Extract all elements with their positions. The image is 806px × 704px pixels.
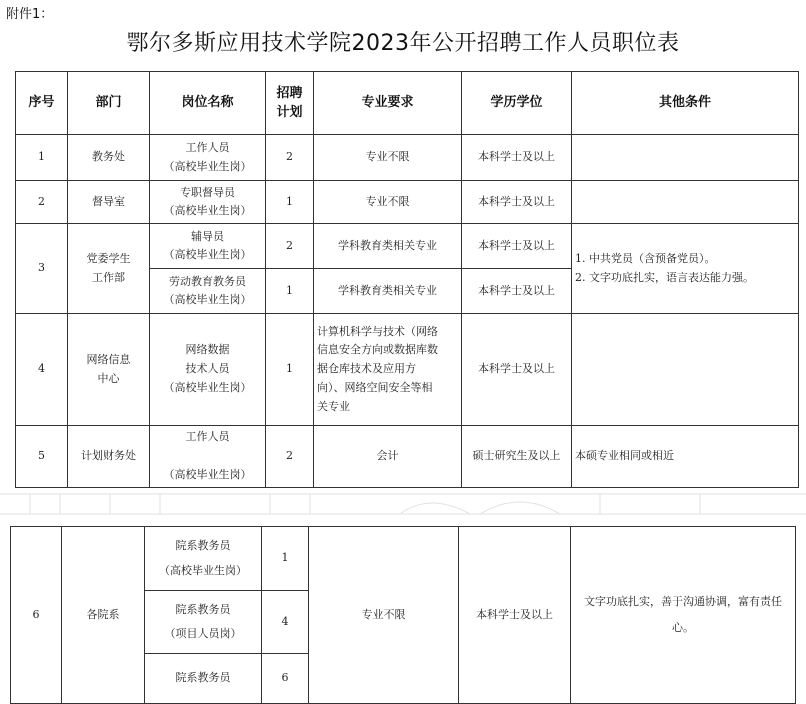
header-plan: 招聘 计划 [266,72,314,135]
cell-position: 院系教务员 （高校毕业生岗） [145,527,262,591]
header-no: 序号 [16,72,68,135]
cell-dept: 党委学生 工作部 [68,224,150,314]
cell-no: 4 [16,314,68,426]
table-row [16,135,799,181]
cell-dept: 教务处 [68,135,150,181]
page-title: 鄂尔多斯应用技术学院2023年公开招聘工作人员职位表 [126,31,680,56]
cell-major: 学科教育类相关专业 [314,269,462,314]
cell-degree: 本科学士及以上 [462,135,572,181]
table-row [16,314,799,426]
cell-degree: 硕士研究生及以上 [462,426,572,488]
attachment-label: 附件1： [6,7,54,22]
cell-major: 专业不限 [314,181,462,224]
header-position: 岗位名称 [150,72,266,135]
cell-position: 工作人员 （高校毕业生岗） [150,135,266,181]
cell-degree: 本科学士及以上 [462,314,572,426]
cell-no: 6 [11,527,62,704]
table-row [16,181,799,224]
cell-plan: 2 [266,426,314,488]
cell-plan: 6 [262,654,309,704]
table-row [16,224,799,269]
cell-degree: 本科学士及以上 [462,181,572,224]
cell-dept: 各院系 [62,527,145,704]
cell-other [572,135,799,181]
cell-position: 院系教务员 [145,654,262,704]
cell-plan: 1 [262,527,309,591]
cell-plan: 2 [266,135,314,181]
cell-degree: 本科学士及以上 [459,527,571,704]
cell-dept: 计划财务处 [68,426,150,488]
cell-plan: 1 [266,181,314,224]
table-row [16,426,799,488]
cell-other [572,181,799,224]
cell-no: 5 [16,426,68,488]
cell-degree: 本科学士及以上 [462,269,572,314]
page-break-decoration [0,490,806,518]
cell-no: 1 [16,135,68,181]
cell-major: 学科教育类相关专业 [314,224,462,269]
positions-table [15,71,799,488]
cell-no: 3 [16,224,68,314]
cell-other: 文字功底扎实，善于沟通协调，富有责任 心。 [571,527,796,704]
header-other: 其他条件 [572,72,799,135]
cell-other: 1. 中共党员（含预备党员）。 2. 文字功底扎实，语言表达能力强。 [572,224,799,314]
cell-position: 网络数据 技术人员 （高校毕业生岗） [150,314,266,426]
cell-dept: 督导室 [68,181,150,224]
header-degree: 学历学位 [462,72,572,135]
cell-no: 2 [16,181,68,224]
cell-position: 辅导员 （高校毕业生岗） [150,224,266,269]
table-row [11,527,796,591]
cell-plan: 4 [262,591,309,654]
cell-plan: 1 [266,269,314,314]
table-header-row [16,72,799,135]
positions-table-continued [10,526,796,704]
cell-major: 专业不限 [314,135,462,181]
cell-dept: 网络信息 中心 [68,314,150,426]
header-major: 专业要求 [314,72,462,135]
cell-major: 会计 [314,426,462,488]
cell-major: 计算机科学与技术（网络 信息安全方向或数据库数 据仓库技术及应用方 向）、网络空间安全等相 关专业 [314,314,462,426]
cell-major: 专业不限 [309,527,459,704]
cell-other [572,314,799,426]
cell-position: 院系教务员 （项目人员岗） [145,591,262,654]
cell-position: 专职督导员 （高校毕业生岗） [150,181,266,224]
header-dept: 部门 [68,72,150,135]
cell-position: 劳动教育教务员 （高校毕业生岗） [150,269,266,314]
cell-position: 工作人员 （高校毕业生岗） [150,426,266,488]
cell-plan: 2 [266,224,314,269]
cell-plan: 1 [266,314,314,426]
cell-degree: 本科学士及以上 [462,224,572,269]
cell-other: 本硕专业相同或相近 [572,426,799,488]
